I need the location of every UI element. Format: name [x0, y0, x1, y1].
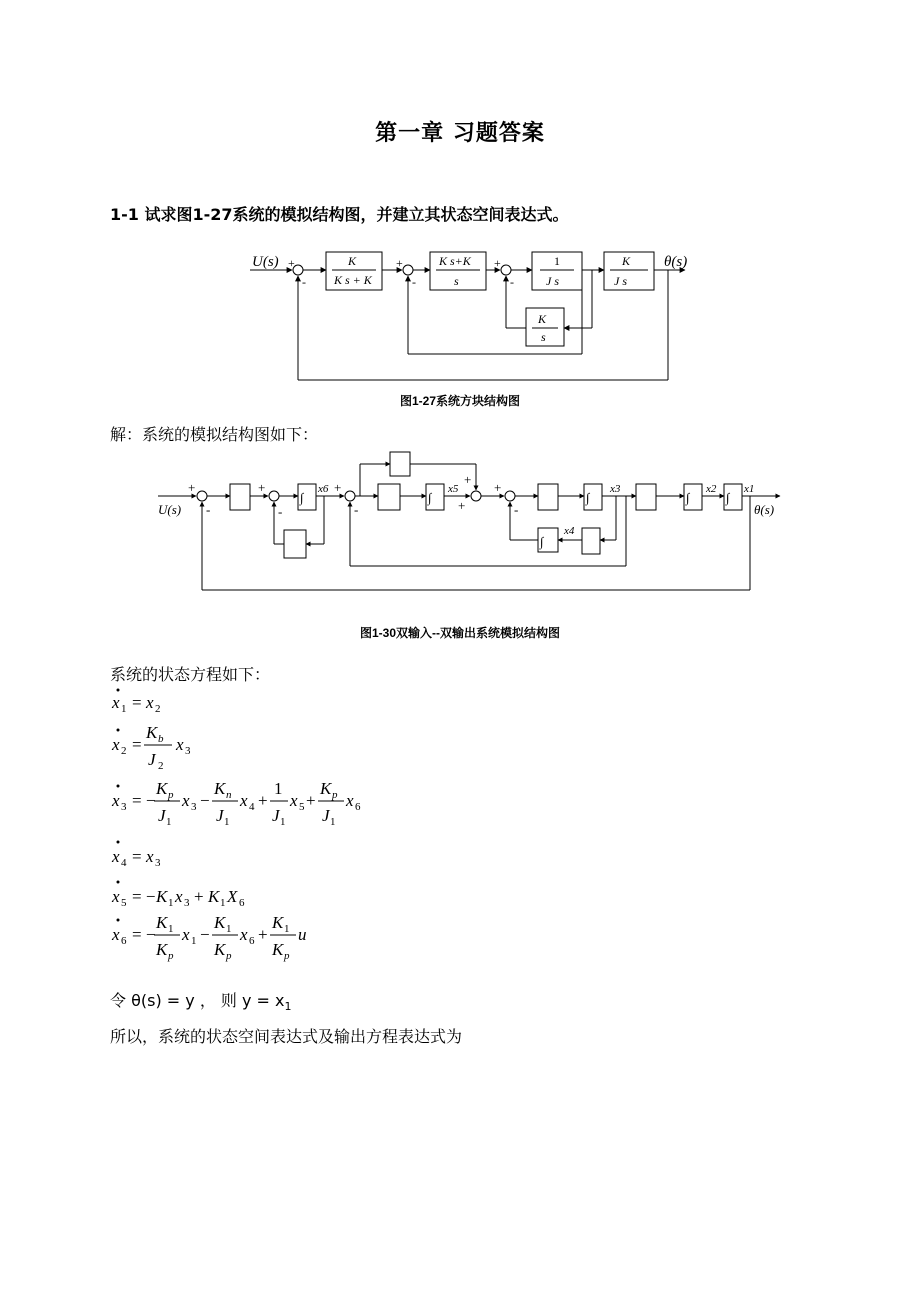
- svg-text:= −: = −: [132, 887, 156, 906]
- svg-text:X: X: [227, 887, 238, 906]
- svg-text:+: +: [194, 887, 204, 906]
- b2-den: s: [454, 274, 459, 288]
- fb-num: K: [538, 312, 547, 326]
- sign-plus: +: [288, 256, 295, 270]
- svg-text:x: x: [182, 791, 190, 810]
- svg-text:−: −: [200, 925, 210, 944]
- simulation-diagram-fig2: [150, 444, 790, 604]
- b2-num: K s+K: [439, 254, 471, 268]
- let-sub: 1: [284, 1000, 292, 1014]
- svg-text:K: K: [214, 913, 226, 932]
- sign-minus: -: [354, 502, 359, 517]
- svg-text:x: x: [175, 887, 183, 906]
- svg-text:K: K: [320, 779, 332, 798]
- block-diagram-fig1: [240, 240, 710, 400]
- svg-text:1: 1: [191, 935, 197, 947]
- solution-intro: 解：系统的模拟结构图如下：: [110, 425, 319, 444]
- integrator: ∫: [300, 490, 304, 505]
- label-x1: x1: [744, 483, 755, 495]
- fb-den: s: [541, 330, 546, 344]
- svg-text:J: J: [322, 806, 330, 825]
- svg-text:u: u: [298, 925, 307, 944]
- sign-minus: -: [278, 504, 283, 519]
- label-x5: x5: [448, 483, 459, 495]
- final-statement: 所以，系统的状态空间表达式及输出方程表达式为: [110, 1027, 463, 1046]
- sign-minus: -: [510, 275, 514, 289]
- fig1-input: U(s): [252, 254, 279, 270]
- label-x3: x3: [610, 483, 621, 495]
- svg-text:2: 2: [121, 745, 127, 757]
- svg-text:K: K: [214, 779, 226, 798]
- svg-text:p: p: [284, 950, 290, 962]
- svg-text:6: 6: [249, 935, 255, 947]
- svg-text:b: b: [158, 733, 164, 745]
- sum-junction-2: [403, 265, 413, 275]
- svg-text:+: +: [258, 791, 268, 810]
- svg-text:5: 5: [299, 801, 305, 813]
- svg-text:−: −: [200, 791, 210, 810]
- label-x2: x2: [706, 483, 717, 495]
- sign-plus: +: [494, 256, 501, 270]
- b3-den: J s: [546, 274, 559, 288]
- svg-text:p: p: [168, 789, 174, 801]
- integrator: ∫: [586, 490, 590, 505]
- svg-text:p: p: [226, 950, 232, 962]
- sign-plus: +: [464, 472, 472, 487]
- svg-text:3: 3: [185, 745, 191, 757]
- svg-text:K: K: [272, 940, 284, 959]
- svg-text:x: x: [112, 693, 120, 712]
- fig2-output: θ(s): [754, 502, 775, 517]
- svg-text:1: 1: [168, 923, 174, 935]
- svg-text:1: 1: [274, 779, 283, 798]
- question-text: 1-1 试求图1-27系统的模拟结构图，并建立其状态空间表达式。: [110, 205, 569, 224]
- svg-text:K: K: [156, 913, 168, 932]
- svg-text:J: J: [158, 806, 166, 825]
- svg-text:1: 1: [280, 816, 286, 828]
- svg-text:x: x: [112, 925, 120, 944]
- fig1-output: θ(s): [664, 254, 688, 270]
- eq-x6: [111, 913, 307, 962]
- state-eq-intro: 系统的状态方程如下：: [110, 665, 271, 684]
- integrator: ∫: [726, 490, 730, 505]
- svg-text:J: J: [216, 806, 224, 825]
- svg-text:x: x: [176, 735, 184, 754]
- integrator: ∫: [686, 490, 690, 505]
- fig2-caption: 图1-30双输入--双输出系统模拟结构图: [359, 626, 560, 640]
- sum-junction-3: [501, 265, 511, 275]
- svg-text:x: x: [112, 887, 120, 906]
- svg-text:1: 1: [166, 816, 172, 828]
- svg-text:n: n: [226, 789, 232, 801]
- svg-text:3: 3: [155, 857, 161, 869]
- svg-text:x: x: [112, 847, 120, 866]
- svg-text:x: x: [146, 693, 154, 712]
- svg-text:2: 2: [155, 703, 161, 715]
- eq-x4: [111, 841, 161, 870]
- sign-plus: +: [494, 480, 502, 495]
- svg-text:1: 1: [284, 923, 290, 935]
- svg-text:x: x: [182, 925, 190, 944]
- svg-text:p: p: [332, 789, 338, 801]
- sign-minus: -: [206, 502, 211, 517]
- sign-plus: +: [396, 256, 403, 270]
- svg-text:K: K: [208, 887, 220, 906]
- svg-text:1: 1: [220, 897, 226, 909]
- svg-text:= −: = −: [132, 791, 156, 810]
- svg-text:x: x: [112, 791, 120, 810]
- svg-text:x: x: [240, 925, 248, 944]
- sign-plus: +: [458, 498, 466, 513]
- svg-text:J: J: [148, 750, 156, 769]
- svg-text:3: 3: [184, 897, 190, 909]
- let-statement: [110, 988, 292, 1013]
- svg-text:=: =: [132, 847, 142, 866]
- svg-text:x: x: [146, 847, 154, 866]
- svg-text:K: K: [272, 913, 284, 932]
- sign-minus: -: [514, 502, 519, 517]
- integrator: ∫: [540, 534, 544, 549]
- svg-text:K: K: [214, 940, 226, 959]
- svg-text:6: 6: [355, 801, 361, 813]
- svg-text:3: 3: [191, 801, 197, 813]
- svg-text:K: K: [156, 887, 168, 906]
- svg-text:+: +: [306, 791, 316, 810]
- eq-x3: [111, 779, 361, 828]
- b4-den: J s: [614, 274, 627, 288]
- svg-text:4: 4: [249, 801, 255, 813]
- eq-x1: [111, 689, 161, 716]
- svg-text:p: p: [168, 950, 174, 962]
- label-x4: x4: [564, 525, 575, 537]
- fig2-input: U(s): [158, 502, 182, 517]
- svg-text:1: 1: [226, 923, 232, 935]
- svg-text:3: 3: [121, 801, 127, 813]
- label-x6: x6: [318, 483, 329, 495]
- page-title: 第一章 习题答案: [375, 121, 545, 146]
- svg-text:2: 2: [158, 760, 164, 772]
- svg-text:6: 6: [239, 897, 245, 909]
- eq-x5: [111, 881, 245, 910]
- b4-num: K: [622, 254, 631, 268]
- svg-text:J: J: [272, 806, 280, 825]
- sign-plus: +: [334, 480, 342, 495]
- svg-text:x: x: [112, 735, 120, 754]
- svg-text:1: 1: [168, 897, 174, 909]
- svg-text:1: 1: [330, 816, 336, 828]
- svg-text:x: x: [290, 791, 298, 810]
- sign-minus: -: [412, 275, 416, 289]
- sign-plus: +: [258, 480, 266, 495]
- sign-minus: -: [302, 275, 306, 289]
- svg-text:6: 6: [121, 935, 127, 947]
- state-equations: [108, 686, 428, 976]
- svg-text:5: 5: [121, 897, 127, 909]
- svg-text:K: K: [146, 723, 158, 742]
- b1-num: K: [348, 254, 357, 268]
- svg-text:1: 1: [224, 816, 230, 828]
- let-text: 令 θ(s) = y ， 则 y = x: [110, 991, 285, 1010]
- svg-text:x: x: [346, 791, 354, 810]
- fig1-caption: 图1-27系统方块结构图: [399, 394, 521, 408]
- svg-text:K: K: [156, 779, 168, 798]
- svg-text:= −: = −: [132, 925, 156, 944]
- svg-text:=: =: [132, 693, 142, 712]
- svg-text:K: K: [156, 940, 168, 959]
- b3-num: 1: [554, 254, 560, 268]
- svg-text:1: 1: [121, 703, 127, 715]
- b1-den: K s + K: [334, 273, 372, 287]
- svg-text:4: 4: [121, 857, 127, 869]
- svg-text:=: =: [132, 735, 142, 754]
- svg-text:x: x: [240, 791, 248, 810]
- sign-plus: +: [188, 480, 196, 495]
- eq-x2: [111, 723, 191, 772]
- svg-text:+: +: [258, 925, 268, 944]
- integrator: ∫: [428, 490, 432, 505]
